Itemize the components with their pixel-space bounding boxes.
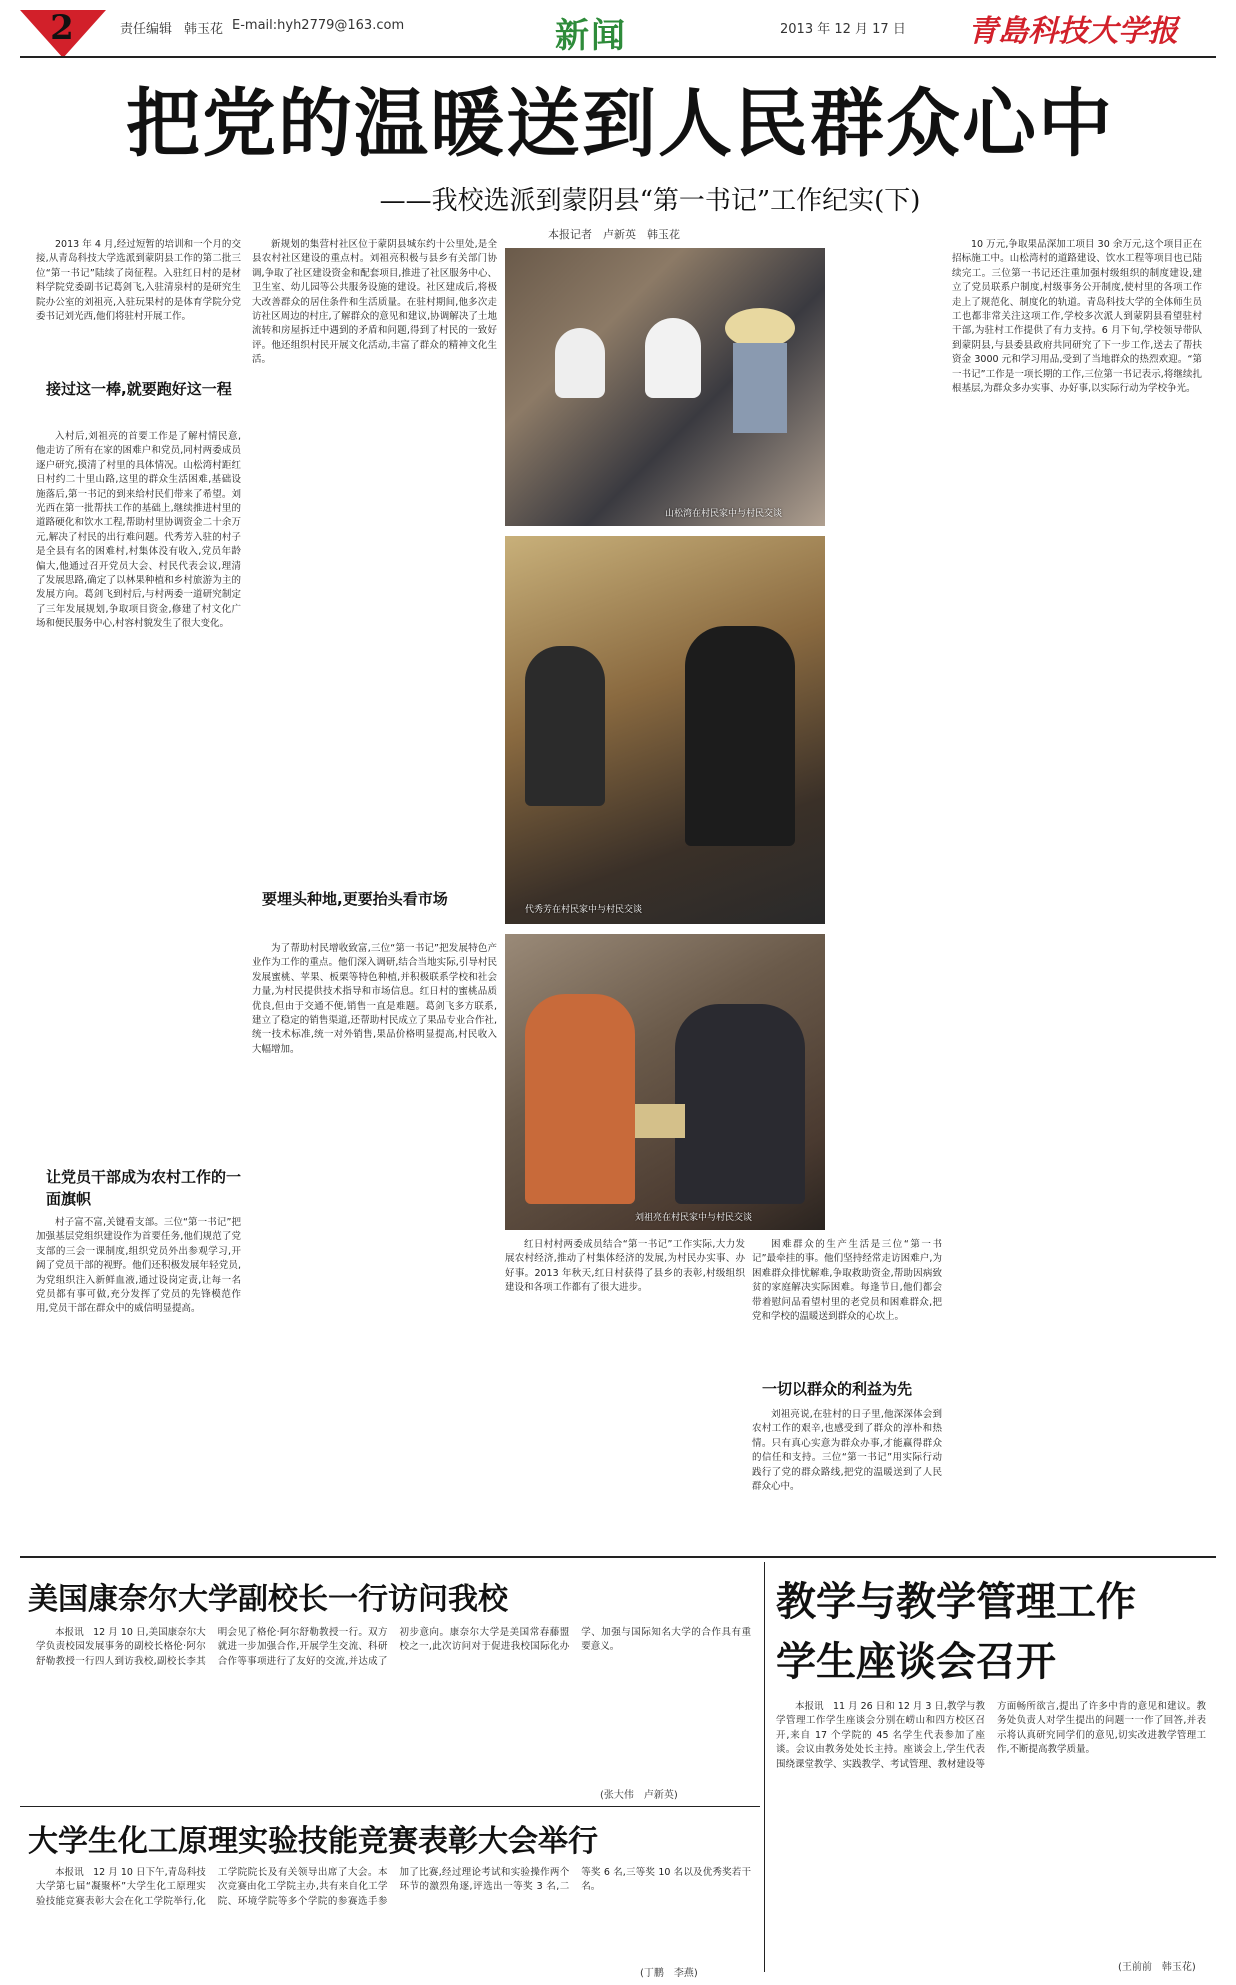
photo-village-visit-2 xyxy=(505,536,825,924)
issue-date: 2013 年 12 月 17 日 xyxy=(780,22,906,37)
col1-body-2 xyxy=(36,1216,241,1546)
article4-credit: (王前前 韩玉花) xyxy=(1118,1962,1196,1973)
article2-headline: 美国康奈尔大学副校长一行访问我校 xyxy=(28,1582,508,1617)
col1-body-1-text: 入村后,刘祖亮的首要工作是了解村情民意,他走访了所有在家的困难户和党员,同村两委成员逐户研究,摸清了村里的具体情况。山松湾村距红日村约二十里山路,这里的群众生活困难,基础设施落后,第一书记的到来给村民们带来了希望。刘光西在第一批帮扶工作的基础上,继续推进村里的道路硬化和饮水工程,帮助村里协调资金二十余万元,解决了村民的出行难问题。代秀芳入驻的村子是全县有名的困难村,村集体没有收入,党员年龄偏大,他通过召开党员大会、村民代表会议,理清了发展思路,确定了以林果种植和乡村旅游为主的发展方向。葛剑飞到村后,与村两委一道研究制定了三年发展规划,争取项目资金,修建了村文化广场和便民服务中心,村容村貌发生了很大变化。 xyxy=(36,431,241,630)
col1-subhead-2: 让党员干部成为农村工作的一面旗帜 xyxy=(46,1168,242,1208)
col2-body-2-text: 为了帮助村民增收致富,三位“第一书记”把发展特色产业作为工作的重点。他们深入调研,结合当地实际,引导村民发展蜜桃、苹果、板栗等特色种植,并积极联系学校和社会力量,为村民提供技术指导和市场信息。红日村的蜜桃品质优良,但由于交通不便,销售一直是难题。葛剑飞多方联系,建立了稳定的销售渠道,还帮助村民成立了果品专业合作社,统一技术标准,统一对外销售,果品价格明显提高,村民收入大幅增加。 xyxy=(252,943,497,1055)
article4-headline-2: 学生座谈会召开 xyxy=(776,1638,1056,1685)
main-subheadline: ——我校选派到蒙阴县“第一书记”工作纪实(下) xyxy=(379,186,921,216)
section-title: 新闻 xyxy=(555,16,627,56)
bottom-divider xyxy=(20,1806,760,1807)
editor-email: E-mail:hyh2779@163.com xyxy=(232,18,405,33)
article3-credit: (丁鹏 李燕) xyxy=(640,1968,698,1979)
article-column-4 xyxy=(752,1238,942,1368)
photo-caption-1: 山松湾在村民家中与村民交谈 xyxy=(665,509,783,519)
col4-body-2-text: 刘祖亮说,在驻村的日子里,他深深体会到农村工作的艰辛,也感受到了群众的淳朴和热情。只有真心实意为群众办事,才能赢得群众的信任和支持。三位“第一书记”用实际行动践行了党的群众路线,把党的温暖送到了人民群众心中。 xyxy=(752,1409,942,1493)
article4-body xyxy=(776,1700,1206,1950)
article2-credit: (张大伟 卢新英) xyxy=(600,1790,678,1801)
article-column-5 xyxy=(952,238,1202,1546)
page-number: 2 xyxy=(50,8,74,48)
col1-body-2-text: 村子富不富,关键看支部。三位“第一书记”把加强基层党组织建设作为首要任务,他们规范了党支部的三会一课制度,组织党员外出参观学习,开阔了党员干部的视野。他们还积极发展年轻党员,为党组织注入新鲜血液,通过设岗定责,让每一名党员都有事可做,充分发挥了党员的先锋模范作用,党员干部在群众中的威信明显提高。 xyxy=(36,1217,241,1315)
article3-body-text: 本报讯 12 月 10 日下午,青岛科技大学第七届“凝聚杯”大学生化工原理实验技能竞赛表彰大会在化工学院举行,化工学院院长及有关领导出席了大会。本次竞赛由化工学院主办,共有来自化工学院、环境学院等多个学院的参赛选手参加了比赛,经过理论考试和实验操作两个环节的激烈角逐,评选出一等奖 3 名,二等奖 6 名,三等奖 10 名以及优秀奖若干名。 xyxy=(36,1867,751,1907)
photo-caption-2: 代秀芳在村民家中与村民交谈 xyxy=(525,905,643,915)
col1-lead: 2013 年 4 月,经过短暂的培训和一个月的交接,从青岛科技大学选派到蒙阴县工作的第二批三位“第一书记”陆续了岗征程。入驻红日村的是材料学院党委副书记葛剑飞,入驻清泉村的是研究生院办公室的刘祖亮,入驻玩果村的是体育学院分党委书记刘光西,他们将驻村开展工作。 xyxy=(36,239,241,323)
col3-body-text: 红日村村两委成员结合“第一书记”工作实际,大力发展农村经济,推动了村集体经济的发展,为村民办实事、办好事。2013 年秋天,红日村获得了县乡的表彰,村级组织建设和各项工作都有了很大进步。 xyxy=(505,1239,745,1294)
col2-body-2 xyxy=(252,942,497,1546)
photo-caption-3: 刘祖亮在村民家中与村民交谈 xyxy=(635,1213,753,1223)
editor-name: 韩玉花 xyxy=(184,22,224,37)
col4-body-2 xyxy=(752,1408,942,1546)
col2-subhead: 要埋头种地,更要抬头看市场 xyxy=(262,890,448,908)
section-divider xyxy=(20,1556,1216,1558)
paper-logo: 青島科技大学报 xyxy=(968,14,1178,49)
vertical-divider xyxy=(764,1562,765,1972)
article2-body-text: 本报讯 12 月 10 日,美国康奈尔大学负责校园发展事务的副校长格伦·阿尔舒勒教授一行四人到访我校,副校长李其明会见了格伦·阿尔舒勒教授一行。双方就进一步加强合作,开展学生交流、科研合作等事项进行了友好的交流,并达成了初步意向。康奈尔大学是美国常春藤盟校之一,此次访问对于促进我校国际化办学、加强与国际知名大学的合作具有重要意义。 xyxy=(36,1627,751,1667)
article3-headline: 大学生化工原理实验技能竞赛表彰大会举行 xyxy=(28,1824,598,1859)
masthead xyxy=(0,0,1236,60)
col1-subhead-1: 接过这一棒,就要跑好这一程 xyxy=(46,380,232,398)
article4-headline-1: 教学与教学管理工作 xyxy=(776,1578,1136,1625)
main-headline: 把党的温暖送到人民群众心中 xyxy=(126,81,1114,167)
photo-village-visit-1 xyxy=(505,248,825,526)
col4-body-text: 困难群众的生产生活是三位“第一书记”最牵挂的事。他们坚持经常走访困难户,为困难群众排忧解难,争取救助资金,帮助因病致贫的家庭解决实际困难。每逢节日,他们都会带着慰问品看望村里的老党员和困难群众,把党和学校的温暖送到群众的心坎上。 xyxy=(752,1239,942,1323)
col1-body-1 xyxy=(36,430,241,1150)
article2-body xyxy=(36,1626,751,1776)
article-column-3 xyxy=(505,1238,745,1538)
main-byline: 本报记者 卢新英 韩玉花 xyxy=(548,228,680,241)
col2-body-1-text: 新规划的集营村社区位于蒙阴县城东约十公里处,是全县农村社区建设的重点村。刘祖亮积极与县乡有关部门协调,争取了社区建设资金和配套项目,推进了社区服务中心、卫生室、幼儿园等公共服务设施的建设。社区建成后,将极大改善群众的居住条件和生活质量。在驻村期间,他多次走访社区周边的村庄,了解群众的意见和建议,协调解决了土地流转和房屋拆迁中遇到的矛盾和问题,得到了村民的一致好评。他还组织村民开展文化活动,丰富了群众的精神文化生活。 xyxy=(252,239,497,366)
editor-label: 责任编辑 xyxy=(120,22,173,37)
col4-subhead: 一切以群众的利益为先 xyxy=(762,1380,913,1398)
article3-body xyxy=(36,1866,751,1962)
masthead-rule xyxy=(20,56,1216,58)
col5-body-text: 10 万元,争取果品深加工项目 30 余万元,这个项目正在招标施工中。山松湾村的道路建设、饮水工程等项目也已陆续完工。三位第一书记还注重加强村级组织的制度建设,建立了党员联系户制度,村级事务公开制度,使村里的各项工作走上了规范化、制度化的轨道。青岛科技大学的全体师生员工也都非常关注这项工作,学校多次派人到蒙阴县看望驻村干部,为驻村工作提供了有力支持。6 月下旬,学校领导带队到蒙阴县,与县委县政府共同研究了下一步工作,送去了帮扶资金 3000 元和学习用品,受到了当地群众的热烈欢迎。“第一书记”工作是一项长期的工作,三位第一书记表示,将继续扎根基层,为群众多办实事、办好事,以实际行动为学校争光。 xyxy=(952,239,1202,395)
article4-body-text: 本报讯 11 月 26 日和 12 月 3 日,教学与教学管理工作学生座谈会分别在崂山和四方校区召开,来自 17 个学院的 45 名学生代表参加了座谈。会议由教务处处长主持。座谈会上,学生代表围绕课堂教学、实践教学、考试管理、教材建设等方面畅所欲言,提出了许多中肯的意见和建议。教务处负责人对学生提出的问题一一作了回答,并表示将认真研究同学们的意见,切实改进教学管理工作,不断提高教学质量。 xyxy=(776,1701,1206,1770)
photo-village-visit-3 xyxy=(505,934,825,1230)
